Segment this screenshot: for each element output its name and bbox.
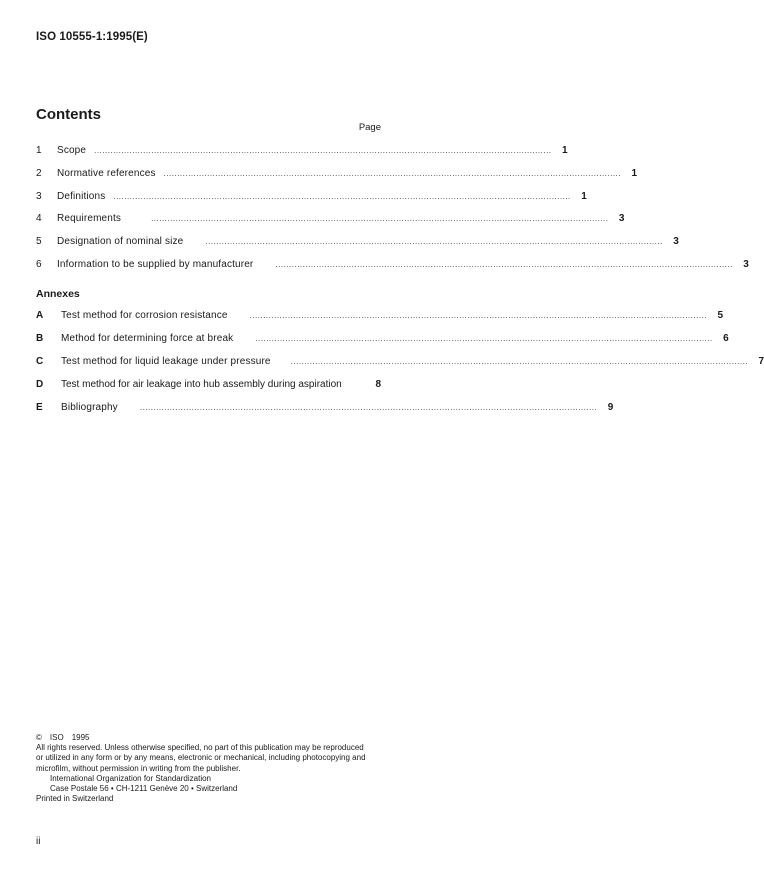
rights-text: or utilized in any form or by any means, electronic or mechanical, including photocopying and [36, 753, 366, 763]
annex-entry[interactable] [36, 402, 614, 416]
toc-entry[interactable] [36, 191, 587, 205]
contents-heading: Contents [36, 106, 101, 123]
annex-page: 5 [717, 310, 723, 321]
annex-title: Test method for air leakage into hub assembly during aspiration [61, 379, 342, 390]
annex-letter: A [36, 310, 44, 321]
toc-entry[interactable] [36, 213, 625, 227]
annex-page: 7 [758, 356, 764, 367]
copyright-symbol: © [36, 733, 42, 742]
toc-entry-title: Requirements [57, 213, 122, 224]
organization-name: International Organization for Standardization [50, 773, 211, 783]
toc-entry-title: Designation of nominal size [57, 236, 184, 247]
organization-address: Case Postale 56 • CH-1211 Genève 20 • Switzerland [50, 784, 238, 794]
toc-entry[interactable] [36, 168, 637, 182]
toc-entry-title: Information to be supplied by manufacturer [57, 259, 254, 270]
toc-leader-dots: ........................................................................................................................................................................ [205, 237, 663, 246]
page-column-label: Page [358, 122, 381, 133]
toc-entry[interactable] [36, 259, 749, 273]
toc-entry-number: 1 [36, 145, 42, 156]
copyright-year: 1995 [71, 733, 90, 742]
toc-entry-number: 6 [36, 259, 42, 270]
toc-entry-number: 5 [36, 236, 42, 247]
toc-entry[interactable] [36, 236, 679, 250]
annex-title: Test method for corrosion resistance [61, 310, 228, 321]
annex-entry[interactable] [36, 379, 381, 393]
copyright-line [36, 733, 386, 743]
annex-letter: B [36, 333, 44, 344]
annex-letter: C [36, 356, 44, 367]
toc-entry-title: Normative references [57, 168, 156, 179]
rights-text: microfilm, without permission in writing from the publisher. [36, 763, 241, 773]
annexes-heading: Annexes [36, 288, 80, 300]
toc-entry-page: 3 [743, 259, 749, 270]
toc-entry-title: Definitions [57, 191, 106, 202]
toc-leader-dots: ........................................................................................................................................................................ [290, 357, 749, 366]
toc-leader-dots: ........................................................................................................................................................................ [163, 169, 621, 178]
toc-entry-page: 1 [631, 168, 637, 179]
toc-leader-dots: ........................................................................................................................................................................ [113, 192, 571, 201]
toc-leader-dots: ........................................................................................................................................................................ [94, 146, 552, 155]
annex-entry[interactable] [36, 356, 764, 370]
annex-page: 9 [607, 402, 614, 413]
toc-leader-dots: ........................................................................................................................................................................ [139, 403, 598, 412]
annex-entry[interactable] [36, 310, 723, 324]
toc-entry-page: 1 [581, 191, 587, 202]
copyright-notice [36, 733, 386, 804]
rights-text: All rights reserved. Unless otherwise specified, no part of this publication may be reproduced [36, 743, 364, 753]
toc-entry-number: 4 [36, 213, 42, 224]
toc-entry-page: 3 [673, 236, 679, 247]
annex-page: 8 [375, 379, 381, 390]
annex-title: Method for determining force at break [61, 333, 234, 344]
toc-entry[interactable] [36, 145, 568, 159]
annex-letter: D [36, 379, 44, 390]
toc-entry-page: 3 [618, 213, 625, 224]
annex-entry[interactable] [36, 333, 729, 347]
annex-letter: E [36, 402, 43, 413]
toc-leader-dots: ........................................................................................................................................................................ [249, 311, 707, 320]
printed-in: Printed in Switzerland [36, 794, 114, 804]
page-number: ii [36, 836, 41, 847]
toc-entry-page: 1 [561, 145, 568, 156]
toc-leader-dots: ........................................................................................................................................................................ [275, 260, 733, 269]
document-identifier: ISO 10555-1:1995(E) [36, 31, 148, 43]
toc-leader-dots: ........................................................................................................................................................................ [255, 334, 713, 343]
toc-entry-title: Scope [57, 145, 87, 156]
toc-entry-number: 2 [36, 168, 42, 179]
annex-title: Bibliography [61, 402, 118, 413]
toc-entry-number: 3 [36, 191, 42, 202]
copyright-owner: ISO [49, 733, 64, 742]
annex-title: Test method for liquid leakage under pressure [61, 356, 271, 367]
annex-page: 6 [723, 333, 729, 344]
toc-leader-dots: ........................................................................................................................................................................ [151, 214, 609, 223]
